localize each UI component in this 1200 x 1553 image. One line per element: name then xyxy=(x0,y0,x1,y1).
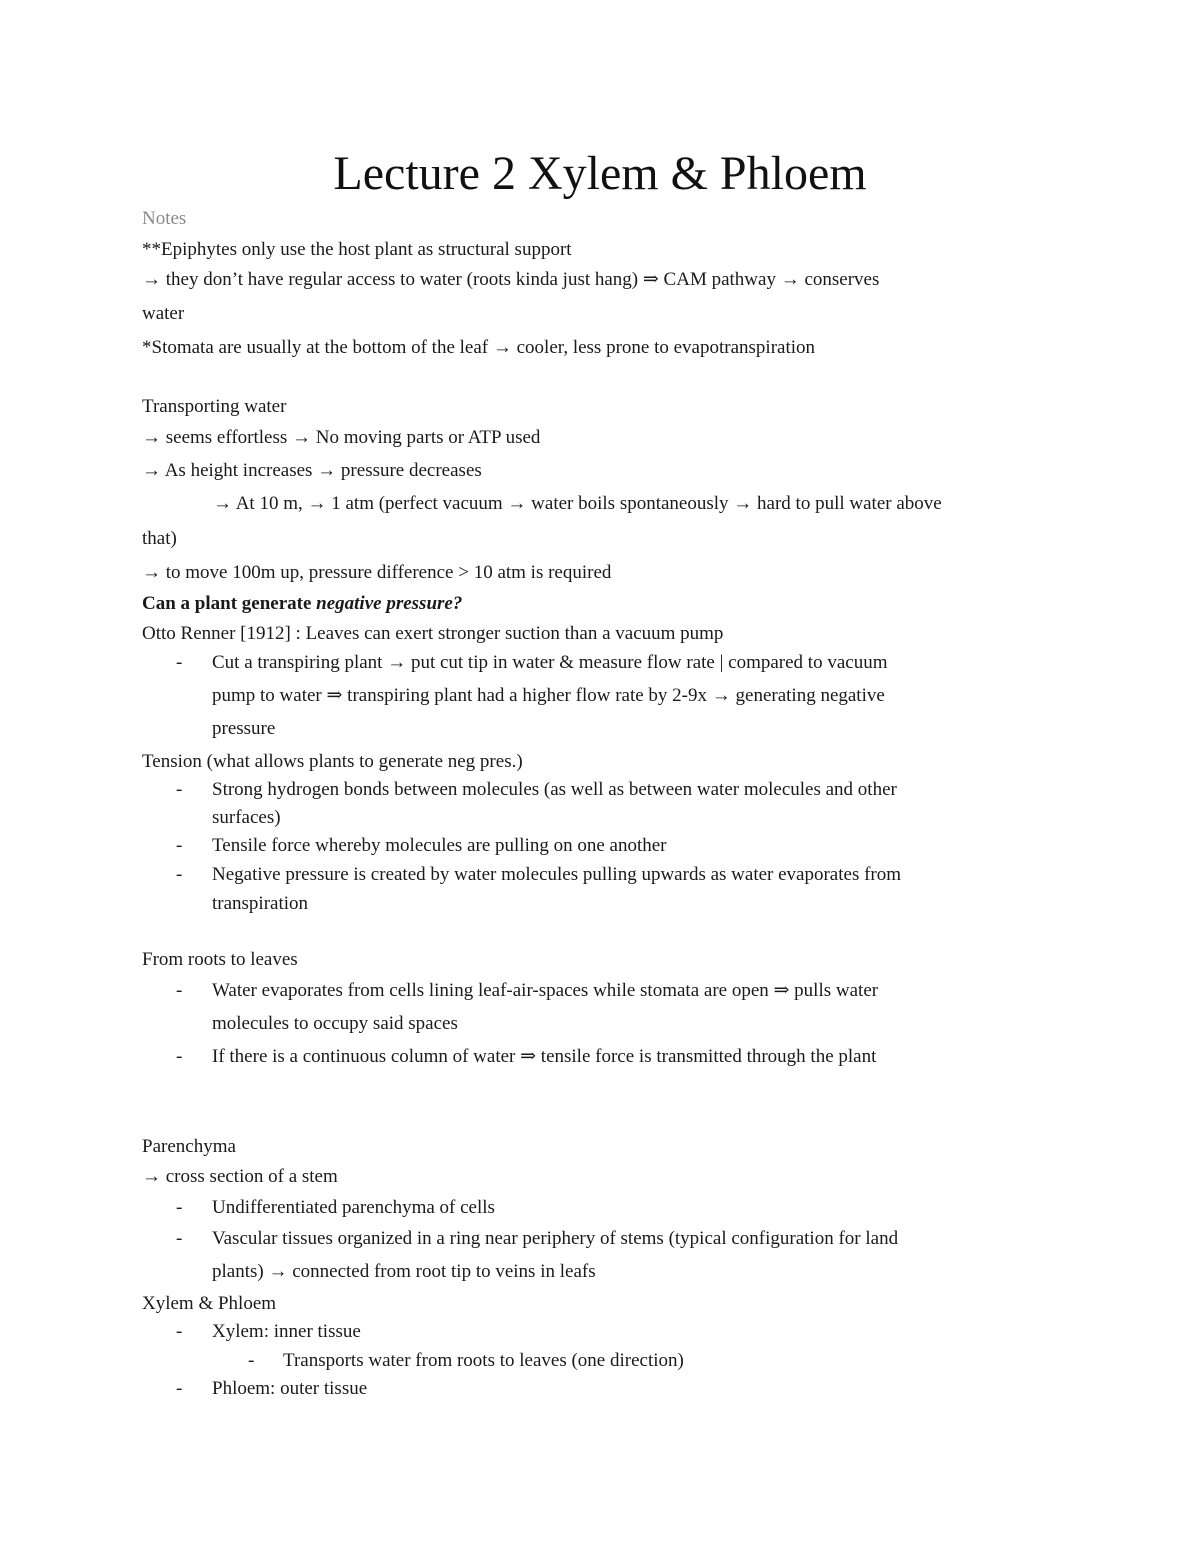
bullet-text-nested: Transports water from roots to leaves (one direction) xyxy=(283,1350,684,1371)
bullet-text: Undifferentiated parenchyma of cells xyxy=(212,1197,495,1218)
question-text: Can a plant generate xyxy=(142,593,317,614)
section-heading: Transporting water xyxy=(142,396,287,417)
text-line: *Stomata are usually at the bottom of the leaf → cooler, less prone to evapotranspiration xyxy=(142,337,816,358)
text-line: water xyxy=(142,303,185,324)
bullet-dash: - xyxy=(176,1046,183,1067)
section-heading: Tension (what allows plants to generate neg pres.) xyxy=(142,751,523,772)
section-heading: Xylem & Phloem xyxy=(142,1293,277,1314)
bullet-text: pressure xyxy=(212,718,276,739)
bullet-dash: - xyxy=(176,864,183,885)
bullet-text: Phloem: outer tissue xyxy=(212,1378,368,1399)
bullet-text: Negative pressure is created by water molecules pulling upwards as water evaporates from xyxy=(212,864,902,885)
text-line: that) xyxy=(142,528,177,549)
bullet-text: transpiration xyxy=(212,893,309,914)
question-emphasis: negative pressure? xyxy=(316,593,463,614)
bullet-text: Vascular tissues organized in a ring near periphery of stems (typical configuration for land xyxy=(212,1228,899,1249)
bullet-dash: - xyxy=(176,652,183,673)
bullet-text: pump to water ⇒ transpiring plant had a higher flow rate by 2-9x → generating negative xyxy=(212,685,885,706)
text-line: **Epiphytes only use the host plant as structural support xyxy=(142,239,572,260)
bullet-text: plants) → connected from root tip to veins in leafs xyxy=(212,1261,596,1282)
text-line: → to move 100m up, pressure difference > 10 atm is required xyxy=(142,562,612,583)
bullet-text: If there is a continuous column of water ⇒ tensile force is transmitted through the plant xyxy=(212,1046,877,1067)
text-line: → cross section of a stem xyxy=(142,1166,338,1187)
bullet-text: molecules to occupy said spaces xyxy=(212,1013,458,1034)
text-line: → As height increases → pressure decreases xyxy=(142,460,482,481)
text-line-indented: → At 10 m, → 1 atm (perfect vacuum → water boils spontaneously → hard to pull water above xyxy=(213,493,942,514)
text-line: → they don’t have regular access to water (roots kinda just hang) ⇒ CAM pathway → conserves xyxy=(142,269,880,290)
bullet-text: surfaces) xyxy=(212,807,281,828)
text-line: Otto Renner [1912] : Leaves can exert stronger suction than a vacuum pump xyxy=(142,623,724,644)
bold-question xyxy=(142,592,462,616)
bullet-text: Cut a transpiring plant → put cut tip in water & measure flow rate | compared to vacuum xyxy=(212,652,888,673)
bullet-dash: - xyxy=(176,1321,183,1342)
bullet-text: Strong hydrogen bonds between molecules (as well as between water molecules and other xyxy=(212,779,897,800)
page-title: Lecture 2 Xylem & Phloem xyxy=(333,147,867,200)
notes-heading: Notes xyxy=(142,208,187,229)
text-line: → seems effortless → No moving parts or ATP used xyxy=(142,427,541,448)
bullet-dash: - xyxy=(176,835,183,856)
bullet-dash: - xyxy=(176,1378,183,1399)
bullet-dash: - xyxy=(176,779,183,800)
bullet-dash: - xyxy=(176,1197,183,1218)
bullet-dash: - xyxy=(176,980,183,1001)
bullet-dash-nested: - xyxy=(248,1350,255,1371)
bullet-text: Xylem: inner tissue xyxy=(212,1321,361,1342)
section-heading: From roots to leaves xyxy=(142,949,298,970)
section-heading: Parenchyma xyxy=(142,1136,236,1157)
bullet-dash: - xyxy=(176,1228,183,1249)
bullet-text: Tensile force whereby molecules are pulling on one another xyxy=(212,835,667,856)
bullet-text: Water evaporates from cells lining leaf-air-spaces while stomata are open ⇒ pulls water xyxy=(212,980,879,1001)
